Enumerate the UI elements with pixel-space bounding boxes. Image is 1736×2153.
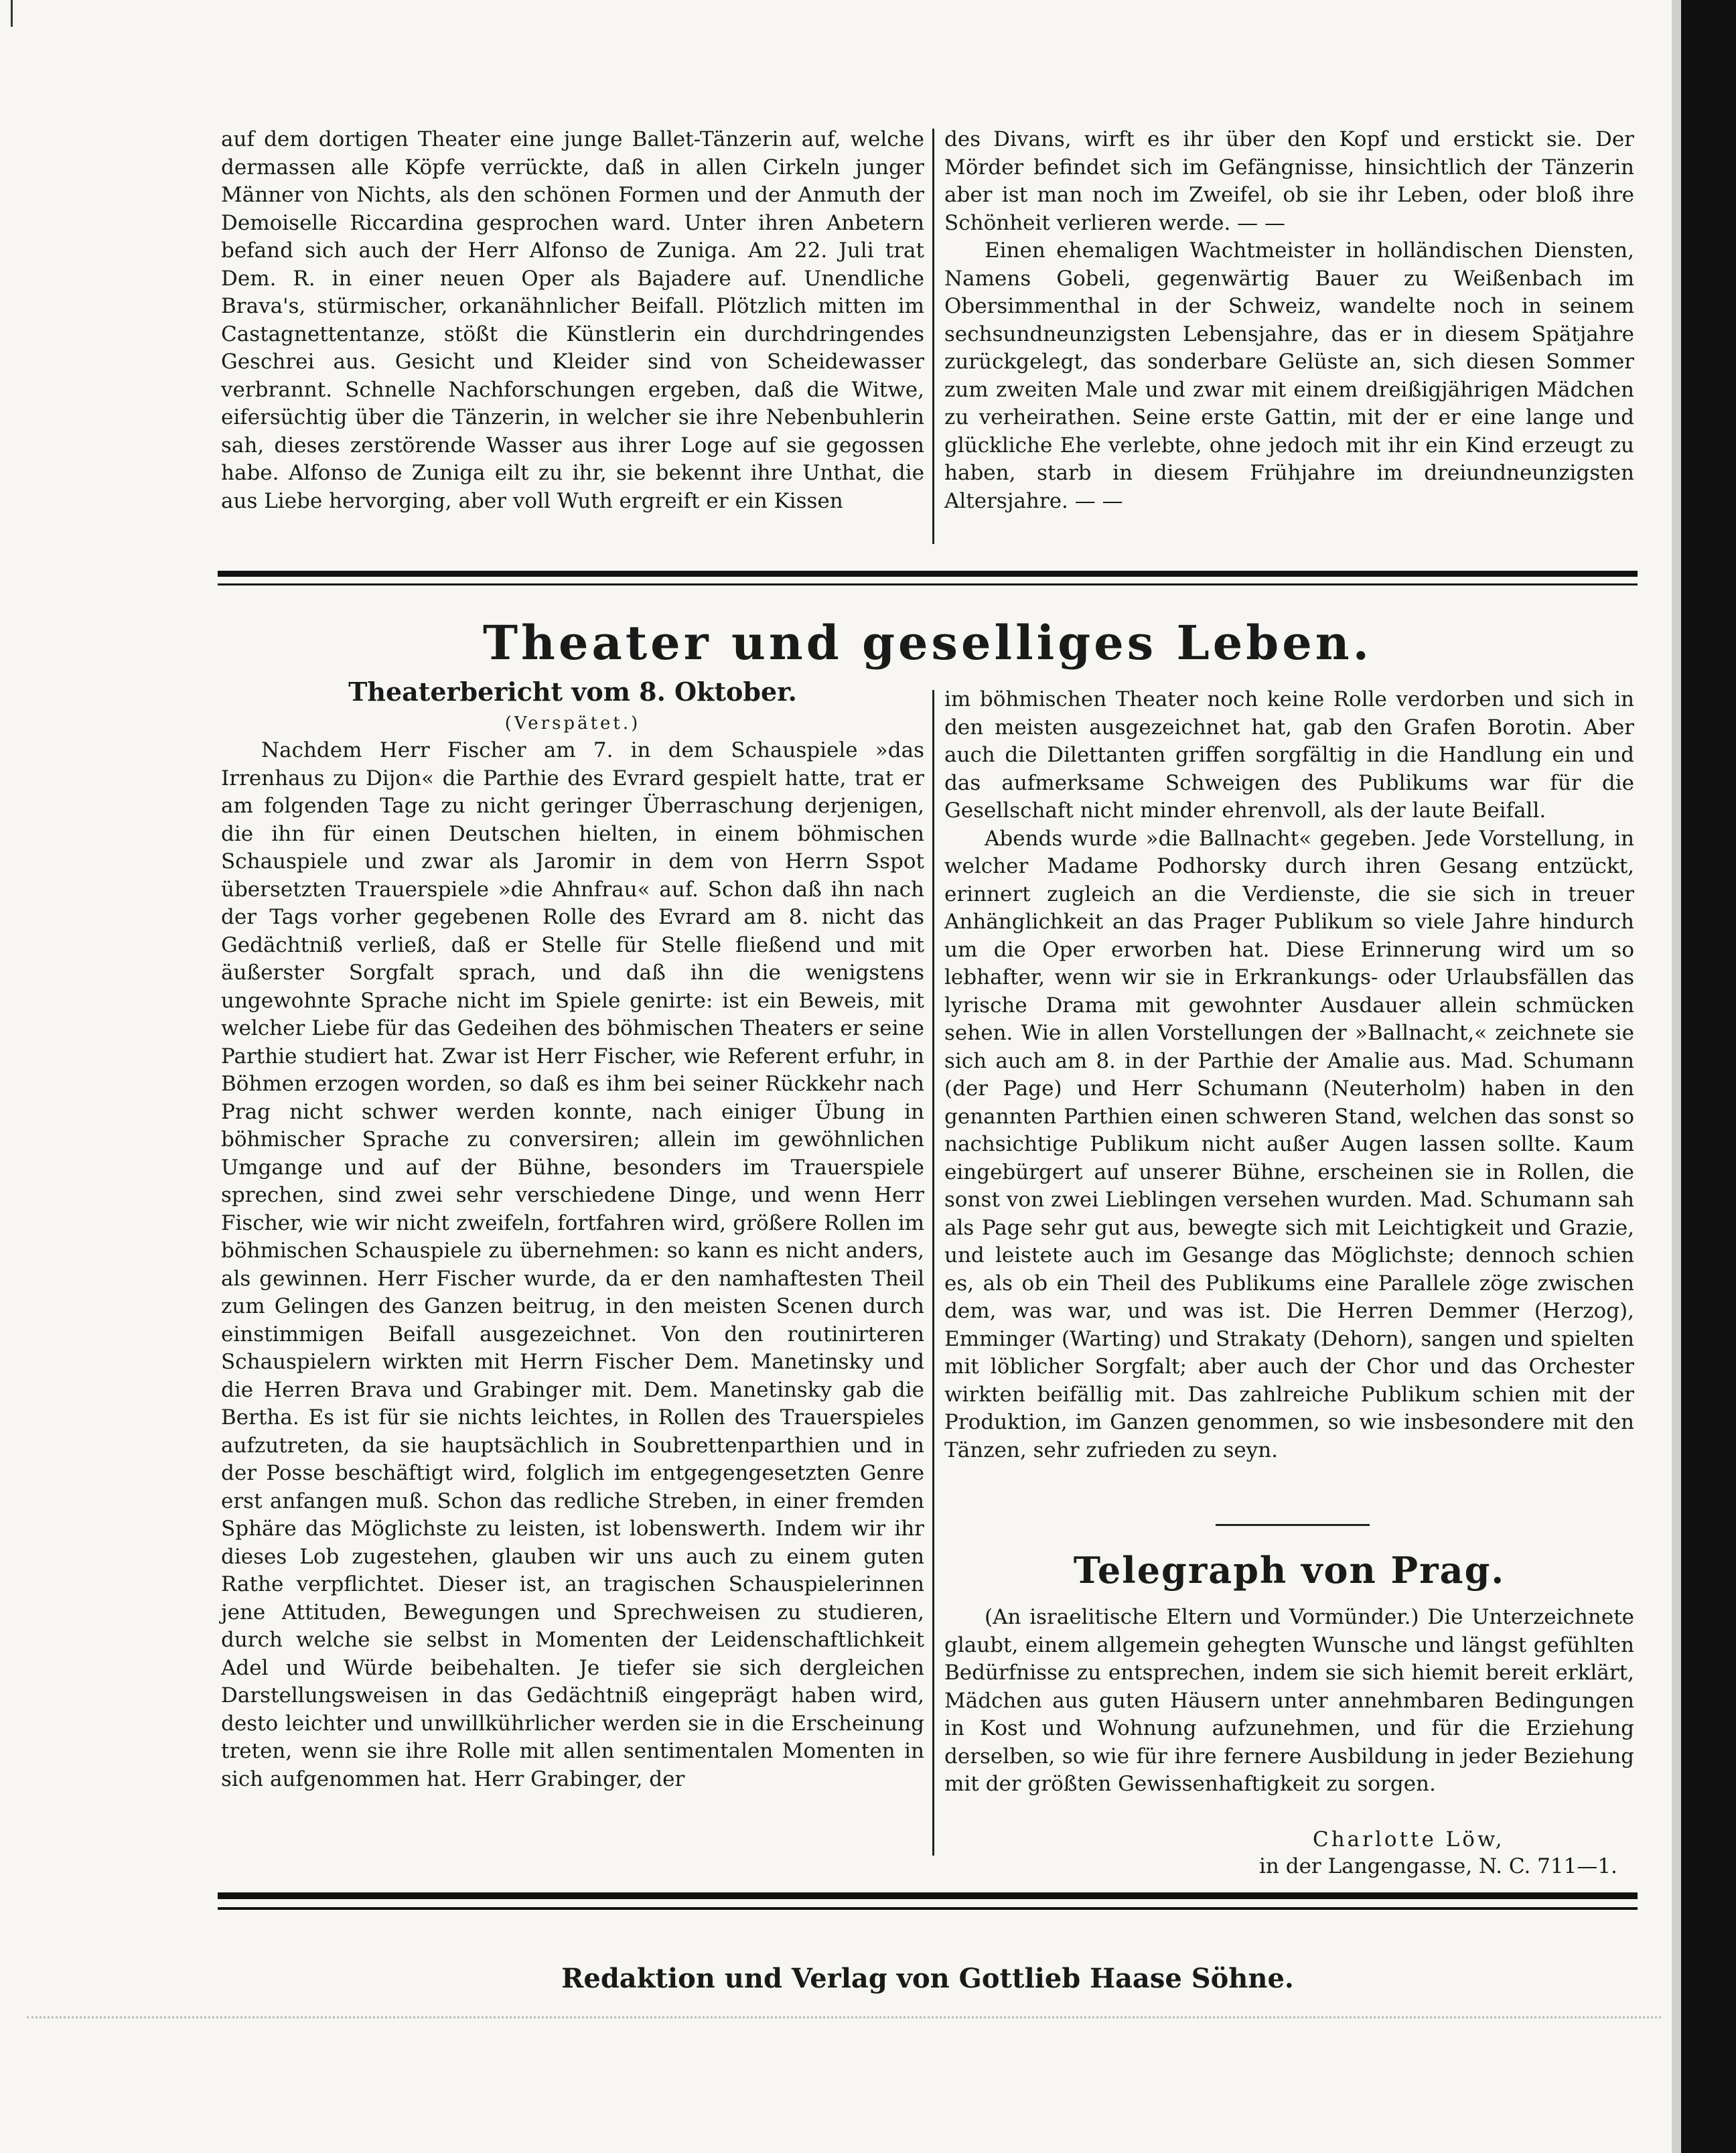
section-divider <box>218 571 1638 585</box>
footer-divider <box>218 1892 1638 1910</box>
imprint: Redaktion und Verlag von Gottlieb Haase Söhne. <box>561 1963 1294 1994</box>
short-divider <box>1216 1524 1370 1526</box>
column-left-top <box>221 126 924 515</box>
theater-report-text: Nachdem Herr Fischer am 7. in dem Schauspiele »das Irrenhaus zu Dijon« die Parthie des Evrard gespielt hatte, trat er am folgenden Tage zu nicht geringer Überraschung derjenigen, die ihn für einen Deutschen hielten, in einem böhmischen Schauspiele und zwar als Jaromir in dem von Herrn Sspot übersetzten Trauerspiele »die Ahnfrau« auf. Schon daß ihn nach der Tags vorher gegebenen Rolle des Evrard am 8. nicht das Gedächtniß verließ, daß er Stelle für Stelle fließend und mit äußerster Sorgfalt sprach, und daß ihn die wenigstens ungewohnte Sprache nicht im Spiele genirte: ist ein Beweis, mit welcher Liebe für das Gedeihen des böhmischen Theaters er seine Parthie studiert hat. Zwar ist Herr Fischer, wie Referent erfuhr, in Böhmen erzogen worden, so daß es ihm bei seiner Rückkehr nach Prag nicht schwer werden konnte, nach einiger Übung in böhmischer Sprache zu conversiren; allein im gewöhnlichen Umgange und auf der Bühne, besonders im Trauerspiele sprechen, sind zwei sehr verschiedene Dinge, und wenn Herr Fischer, wie wir nicht zweifeln, fortfahren wird, größere Rollen im böhmischen Schauspiele zu übernehmen: so kann es nicht anders, als gewinnen. Herr Fischer wurde, da er den namhaftesten Theil zum Gelingen des Ganzen beitrug, in den meisten Scenen durch einstimmigen Beifall ausgezeichnet. Von den routinirteren Schauspielern wirkten mit Herrn Fischer Dem. Manetinsky und die Herren Brava und Grabinger mit. Dem. Manetinsky gab die Bertha. Es ist für sie nichts leichtes, in Rollen des Trauerspieles aufzutreten, da sie hauptsächlich in Soubrettenparthien und in der Posse beschäftigt wird, folglich im entgegengesetzten Genre erst anfangen muß. Schon das redliche Streben, in einer fremden Sphäre das Möglichste zu leisten, ist lobenswerth. Indem wir ihr dieses Lob zugestehen, glauben wir uns auch zu einem guten Rathe verpflichtet. Dieser ist, an tragischen Schauspielerinnen jene Attituden, Bewegungen und Sprechweisen zu studieren, durch welche sie selbst in Momenten der Leidenschaftlichkeit Adel und Würde beibehalten. Je tiefer sie sich dergleichen Darstellungsweisen in das Gedächtniß eingeprägt haben wird, desto leichter und unwillkührlicher werden sie in die Erscheinung treten, wenn sie ihre Rolle mit allen sentimentalen Momenten in sich aufgenommen hat. Herr Grabinger, der <box>221 738 924 1791</box>
telegraph-heading: Telegraph von Prag. <box>1073 1549 1506 1592</box>
news-item-gobeli: Einen ehemaligen Wachtmeister in holländischen Diensten, Namens Gobeli, gegenwärtig Bauer zu Weißenbach im Obersimmenthal in der Schweiz, wandelte noch in seinem sechsundneunzigsten Lebensjahre, das er in diesem Spätjahre zurückgelegt, das sonderbare Gelüste an, sich diesen Sommer zum zweiten Male und zwar mit einem dreißigjährigen Mädchen zu verheirathen. Seine erste Gattin, mit der er eine lange und glückliche Ehe verlebte, ohne jedoch mit ihr ein Kind erzeugt zu haben, starb in diesem Frühjahre im dreiundneunzigsten Altersjahre. — — <box>944 238 1634 513</box>
page-edge-shadow <box>1672 0 1681 2153</box>
column-divider-top <box>932 129 934 544</box>
page-edge-border <box>1681 0 1736 2153</box>
column-right-top <box>944 126 1634 515</box>
telegraph-notice <box>944 1604 1634 1799</box>
article-continuation-text: auf dem dortigen Theater eine junge Ballet-Tänzerin auf, welche dermassen alle Köpfe verrückte, daß in allen Cirkeln junger Männer von Nichts, als den schönen Formen und der Anmuth der Demoiselle Riccardina gesprochen ward. Unter ihren Anbetern befand sich auch der Herr Alfonso de Zuniga. Am 22. Juli trat Dem. R. in einer neuen Oper als Bajadere auf. Unendliche Brava's, stürmischer, orkanähnlicher Beifall. Plötzlich mitten im Castagnettentanze, stößt die Künstlerin ein durchdringendes Geschrei aus. Gesicht und Kleider sind von Scheidewasser verbrannt. Schnelle Nachforschungen ergeben, daß die Witwe, eifersüchtig über die Tänzerin, in welcher sie ihre Nebenbuhlerin sah, dieses zerstörende Wasser aus ihrer Loge auf sie gegossen habe. Alfonso de Zuniga eilt zu ihr, sie bekennt ihre Unthat, die aus Liebe hervorging, aber voll Wuth ergreift er ein Kissen <box>221 127 924 513</box>
signature-name: Charlotte Löw, <box>1313 1827 1505 1852</box>
notice-text: (An israelitische Eltern und Vormünder.) Die Unterzeichnete glaubt, einem allgemein gehegten Wunsche und längst gefühlten Bedürfnisse zu entsprechen, indem sie sich hiemit bereit erklärt, Mädchen aus guten Häusern unter annehmbaren Bedingungen in Kost und Wohnung aufzunehmen, und für die Erziehung derselben, so wie für ihre fernere Ausbildung in jeder Beziehung mit der größten Gewissenhaftigkeit zu sorgen. <box>944 1605 1634 1796</box>
late-note: (Verspätet.) <box>504 713 641 734</box>
column-left-bottom <box>221 737 924 1793</box>
theater-report-continuation: im böhmischen Theater noch keine Rolle verdorben und sich in den meisten ausgezeichnet hat, gab den Grafen Borotin. Aber auch die Dilettanten griffen sorgfältig in die Handlung ein und das aufmerksame Schweigen des Publikums war für die Gesellschaft nicht minder ehrenvoll, als der laute Beifall. <box>944 687 1634 823</box>
corner-mark <box>11 0 25 27</box>
theater-report-heading: Theaterbericht vom 8. Oktober. <box>348 677 797 707</box>
ballnacht-report: Abends wurde »die Ballnacht« gegeben. Jede Vorstellung, in welcher Madame Podhorsky durch ihren Gesang entzückt, erinnert zugleich an die Verdienste, die sie sich in treuer Anhänglichkeit an das Prager Publikum so viele Jahre hindurch um die Oper erworben hat. Diese Erinnerung wird um so lebhafter, wenn wir sie in Erkrankungs- oder Urlaubsfällen das lyrische Drama mit gewohnter Ausdauer allein schmücken sehen. Wie in allen Vorstellungen der »Ballnacht,« zeichnete sie sich auch am 8. in der Parthie der Amalie aus. Mad. Schumann (der Page) und Herr Schumann (Neuterholm) haben in den genannten Parthien einen schweren Stand, welchen das sonst so nachsichtige Publikum nicht außer Augen lassen sollte. Kaum eingebürgert auf unserer Bühne, erscheinen sie in Rollen, die sonst von zwei Lieblingen versehen wurden. Mad. Schumann sah als Page sehr gut aus, bewegte sich mit Leichtigkeit und Grazie, und leistete auch im Gesange das Möglichste; dennoch schien es, als ob ein Theil des Publikums eine Parallele zöge zwischen dem, was war, und was ist. Die Herren Demmer (Herzog), Emminger (Warting) und Strakaty (Dehorn), sangen und spielten mit löblicher Sorgfalt; aber auch der Chor und das Orchester wirkten beifällig mit. Das zahlreiche Publikum schien mit der Produktion, im Ganzen genommen, so wie insbesondere mit den Tänzen, sehr zufrieden zu seyn. <box>944 826 1634 1462</box>
section-title: Theater und geselliges Leben. <box>482 615 1373 671</box>
signature-address: in der Langengasse, N. C. 711—1. <box>1259 1854 1617 1878</box>
column-divider-bottom <box>932 690 934 1856</box>
column-right-bottom <box>944 686 1634 1464</box>
article-ending-text: des Divans, wirft es ihr über den Kopf und erstickt sie. Der Mörder befindet sich im Gefängnisse, hinsichtlich der Tänzerin aber ist man noch im Zweifel, ob sie ihr Leben, oder bloß ihre Schönheit verlieren werde. — — <box>944 127 1634 235</box>
scan-noise <box>27 2016 1661 2020</box>
